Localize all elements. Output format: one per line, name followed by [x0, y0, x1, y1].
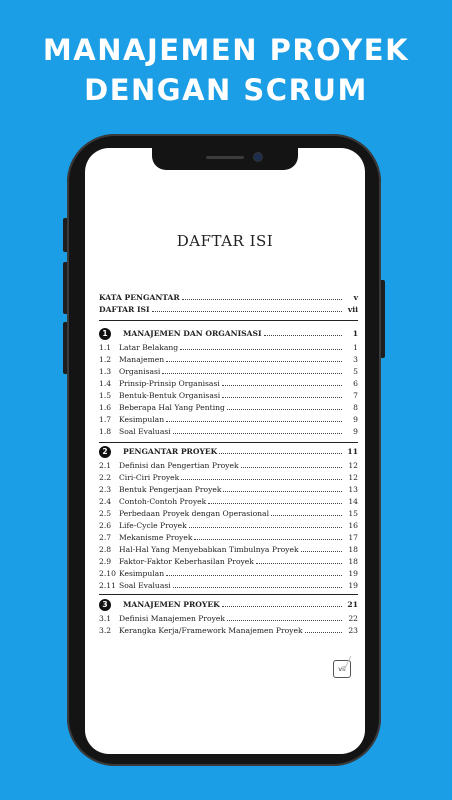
chapter-number-icon: 3	[99, 599, 111, 611]
camera-icon	[254, 153, 262, 161]
toc-entry-daftar-isi[interactable]: DAFTAR ISI vii	[99, 305, 358, 314]
toc-entry[interactable]: 1.5 Bentuk-Bentuk Organisasi 7	[99, 391, 358, 400]
section-divider	[99, 320, 358, 321]
dot-leader	[219, 453, 342, 454]
page-curl-icon	[344, 656, 360, 670]
toc-entry[interactable]: 2.8 Hal-Hal Yang Menyebabkan Timbulnya Proyek 18	[99, 545, 358, 554]
toc-chapter-2[interactable]: 2 PENGANTAR PROYEK 11	[99, 446, 358, 457]
toc-chapter-1[interactable]: 1 MANAJEMEN DAN ORGANISASI 1	[99, 328, 358, 339]
toc-entry[interactable]: 2.7 Mekanisme Proyek 17	[99, 533, 358, 542]
toc-entry[interactable]: 2.2 Ciri-Ciri Proyek 12	[99, 473, 358, 482]
toc-entry[interactable]: 2.1 Definisi dan Pengertian Proyek 12	[99, 461, 358, 470]
toc-entry[interactable]: 1.8 Soal Evaluasi 9	[99, 427, 358, 436]
page-number-badge: vii	[333, 660, 351, 678]
toc-entry[interactable]: 3.1 Definisi Manajemen Proyek 22	[99, 614, 358, 623]
toc-entry[interactable]: 2.5 Perbedaan Proyek dengan Operasional 15	[99, 509, 358, 518]
toc-entry[interactable]: 2.10 Kesimpulan 19	[99, 569, 358, 578]
toc-entry[interactable]: 1.3 Organisasi 5	[99, 367, 358, 376]
toc-entry[interactable]: 2.6 Life-Cycle Proyek 16	[99, 521, 358, 530]
toc-entry[interactable]: 1.4 Prinsip-Prinsip Organisasi 6	[99, 379, 358, 388]
promo-headline	[0, 30, 452, 110]
toc-entry-kata-pengantar[interactable]: KATA PENGANTAR v	[99, 293, 358, 302]
toc-entry[interactable]: 1.2 Manajemen 3	[99, 355, 358, 364]
page-title: DAFTAR ISI	[176, 232, 274, 250]
dot-leader	[182, 299, 342, 300]
toc-entry[interactable]: 2.3 Bentuk Pengerjaan Proyek 13	[99, 485, 358, 494]
section-divider	[99, 594, 358, 595]
promo-title-line-2: DENGAN SCRUM	[84, 73, 368, 107]
dot-leader	[222, 606, 342, 607]
toc-entry[interactable]: 1.7 Kesimpulan 9	[99, 415, 358, 424]
toc-entry[interactable]: 3.2 Kerangka Kerja/Framework Manajemen Proyek 23	[99, 626, 358, 635]
dot-leader	[152, 311, 342, 312]
speaker-icon	[206, 156, 244, 159]
toc-entry[interactable]: 1.1 Latar Belakang 1	[99, 343, 358, 352]
promo-title-line-1: MANAJEMEN PROYEK	[42, 33, 410, 67]
toc-entry[interactable]: 2.11 Soal Evaluasi 19	[99, 581, 358, 590]
toc-entry[interactable]: 2.4 Contoh-Contoh Proyek 14	[99, 497, 358, 506]
section-divider	[99, 442, 358, 443]
toc-entry[interactable]: 1.6 Beberapa Hal Yang Penting 8	[99, 403, 358, 412]
phone-notch	[152, 148, 298, 170]
toc-entry[interactable]: 2.9 Faktor-Faktor Keberhasilan Proyek 18	[99, 557, 358, 566]
dot-leader	[264, 335, 342, 336]
chapter-number-icon: 2	[99, 446, 111, 458]
chapter-number-icon: 1	[99, 328, 111, 340]
toc-chapter-3[interactable]: 3 MANAJEMEN PROYEK 21	[99, 599, 358, 610]
phone-screen[interactable]	[85, 148, 365, 754]
